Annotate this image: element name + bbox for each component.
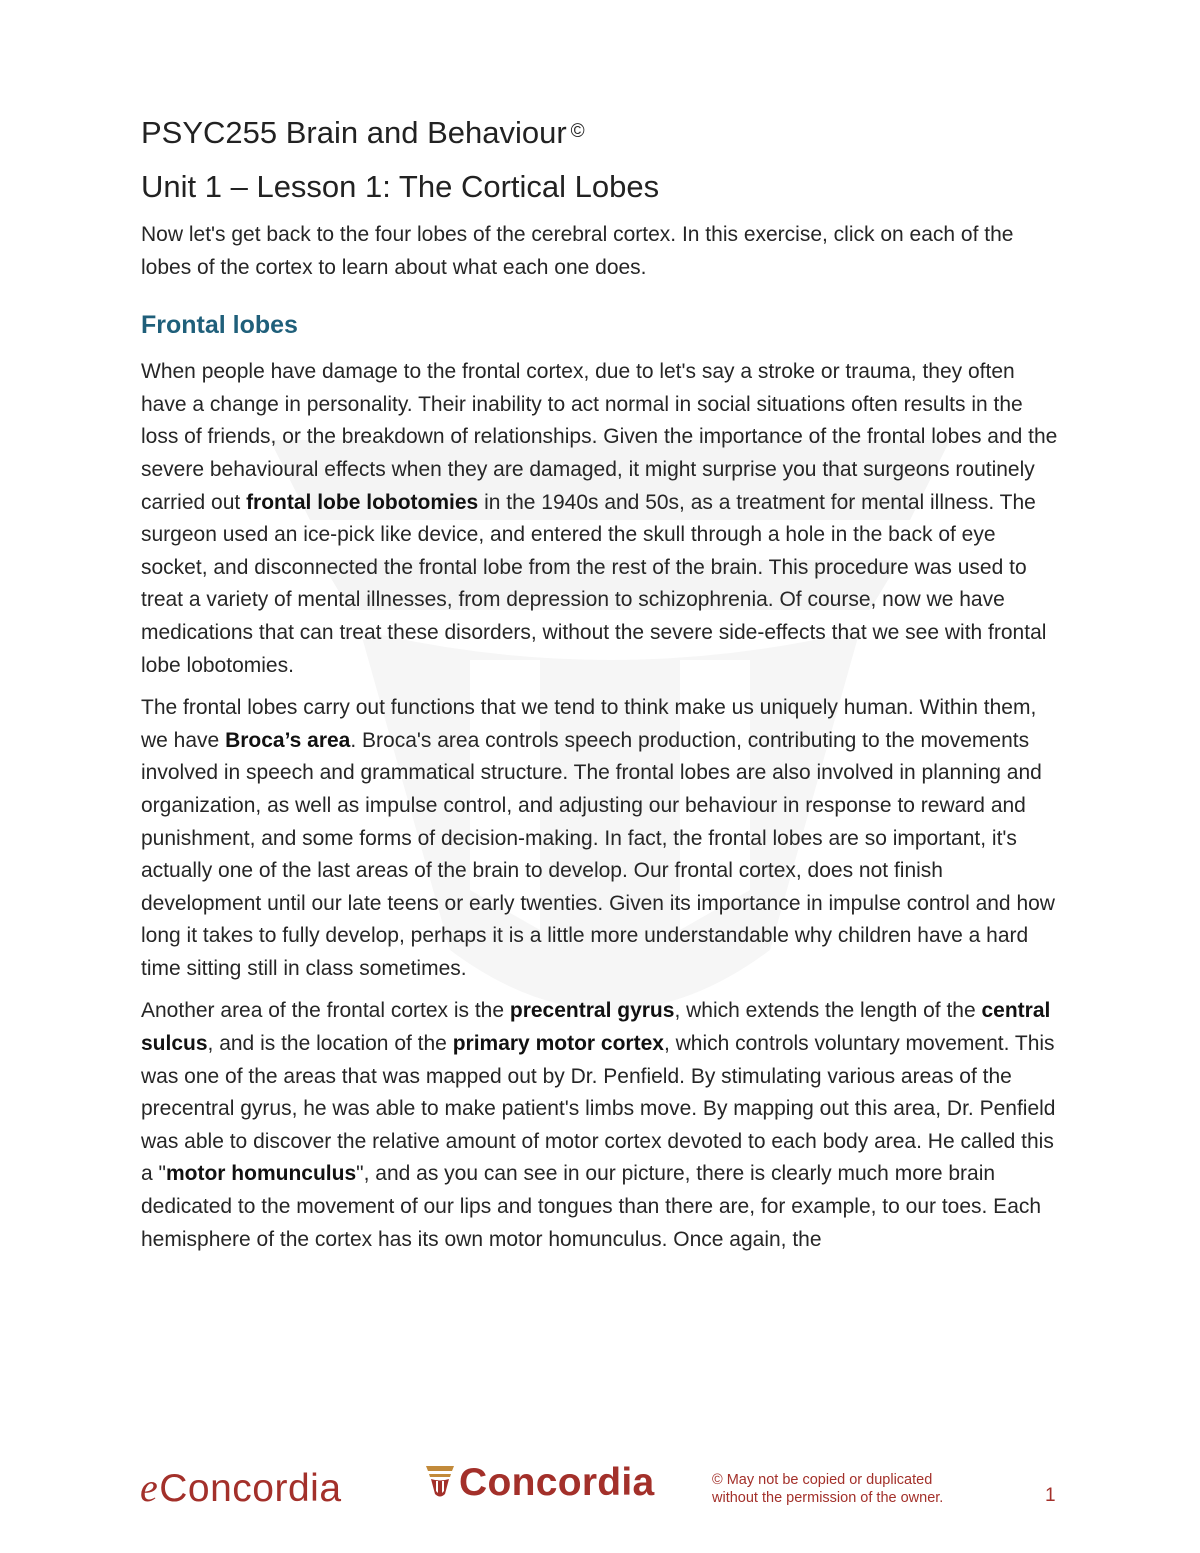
term-central-sulcus: central sulcus (141, 999, 1051, 1056)
paragraph-1 (141, 356, 1061, 682)
logo-concordia-text: Concordia (459, 1461, 655, 1504)
title-text: PSYC255 Brain and Behaviour (141, 115, 567, 150)
document-body (141, 110, 1061, 1266)
text-run: When people have damage to the frontal cortex, due to let's say a stroke or trauma, they often have a change in personality. Their inability to act normal in social situations often results in the loss of friends, or the breakdown of relationships. Given the importance of the frontal lobes and the severe behavioural effects when they are damaged, it might surprise you that surgeons routinely carried out (141, 360, 1058, 514)
text-run: in the 1940s and 50s, as a treatment for mental illness. The surgeon used an ice-pick like device, and entered the skull through a hole in the back of eye socket, and disconnected the frontal lobe from the rest of the brain. This procedure was used to treat a variety of mental illnesses, from depression to schizophrenia. Of course, now we have medications that can treat these disorders, without the severe side-effects that we see with frontal lobe lobotomies. (141, 490, 1047, 677)
term-motor-homunculus: motor homunculus (165, 1162, 357, 1186)
notice-line-1: © May not be copied or duplicated (712, 1472, 933, 1488)
concordia-crest-icon (425, 1463, 455, 1511)
text-run: ", and as you can see in our picture, there is clearly much more brain dedicated to the movement of our lips and tongues than there are, for example, to our toes. Each hemisphere of the cortex has its own motor homunculus. Once again, the (141, 1162, 1042, 1251)
copyright-symbol: © (570, 121, 585, 142)
text-run: , and is the location of the (207, 1032, 453, 1056)
page-footer (0, 1455, 1200, 1535)
text-run: , which controls voluntary movement. This was one of the areas that was mapped out by Dr. Penfield. By stimulating various areas of the precentral gyrus, he was able to make patient's limbs move. By mapping out this area, Dr. Penfield was able to discover the relative amount of motor cortex devoted to each body area. He called this a " (141, 1032, 1056, 1186)
page-title (141, 110, 1061, 155)
term-frontal-lobe-lobotomies: frontal lobe lobotomies (246, 490, 479, 514)
lesson-title: Unit 1 – Lesson 1: The Cortical Lobes (141, 169, 660, 204)
text-run: , which extends the length of the (674, 999, 982, 1023)
intro-paragraph: Now let's get back to the four lobes of the cerebral cortex. In this exercise, click on each of the lobes of the cortex to learn about what each one does. (141, 223, 1014, 279)
paragraph-2 (141, 692, 1061, 985)
logo-e-letter: e (140, 1465, 159, 1510)
text-run: Another area of the frontal cortex is the (141, 999, 510, 1023)
section-heading-frontal-lobes: Frontal lobes (141, 311, 298, 340)
logo-econcordia-text: Concordia (159, 1467, 342, 1510)
text-run: . Broca's area controls speech production, contributing to the movements involved in speech and grammatical structure. The frontal lobes are also involved in planning and organization, as well as impulse control, and adjusting our behaviour in response to reward and punishment, and some forms of decision-making. In fact, the frontal lobes are so important, it's actually one of the last areas of the brain to develop. Our frontal cortex, does not finish development until our late teens or early twenties. Given its importance in impulse control and how long it takes to fully develop, perhaps it is a little more understandable why children have a hard time sitting still in class sometimes. (141, 728, 1055, 980)
term-precentral-gyrus: precentral gyrus (509, 999, 675, 1023)
text-run: The frontal lobes carry out functions that we tend to think make us uniquely human. Within them, we have (141, 696, 1037, 752)
econcordia-logo (140, 1464, 342, 1511)
term-brocas-area: Broca’s area (225, 728, 351, 752)
copyright-notice (712, 1471, 943, 1507)
notice-line-2: without the permission of the owner. (712, 1490, 944, 1506)
concordia-logo (425, 1461, 655, 1511)
term-primary-motor-cortex: primary motor cortex (452, 1032, 664, 1056)
paragraph-3 (141, 995, 1061, 1256)
page-number: 1 (1045, 1485, 1056, 1506)
